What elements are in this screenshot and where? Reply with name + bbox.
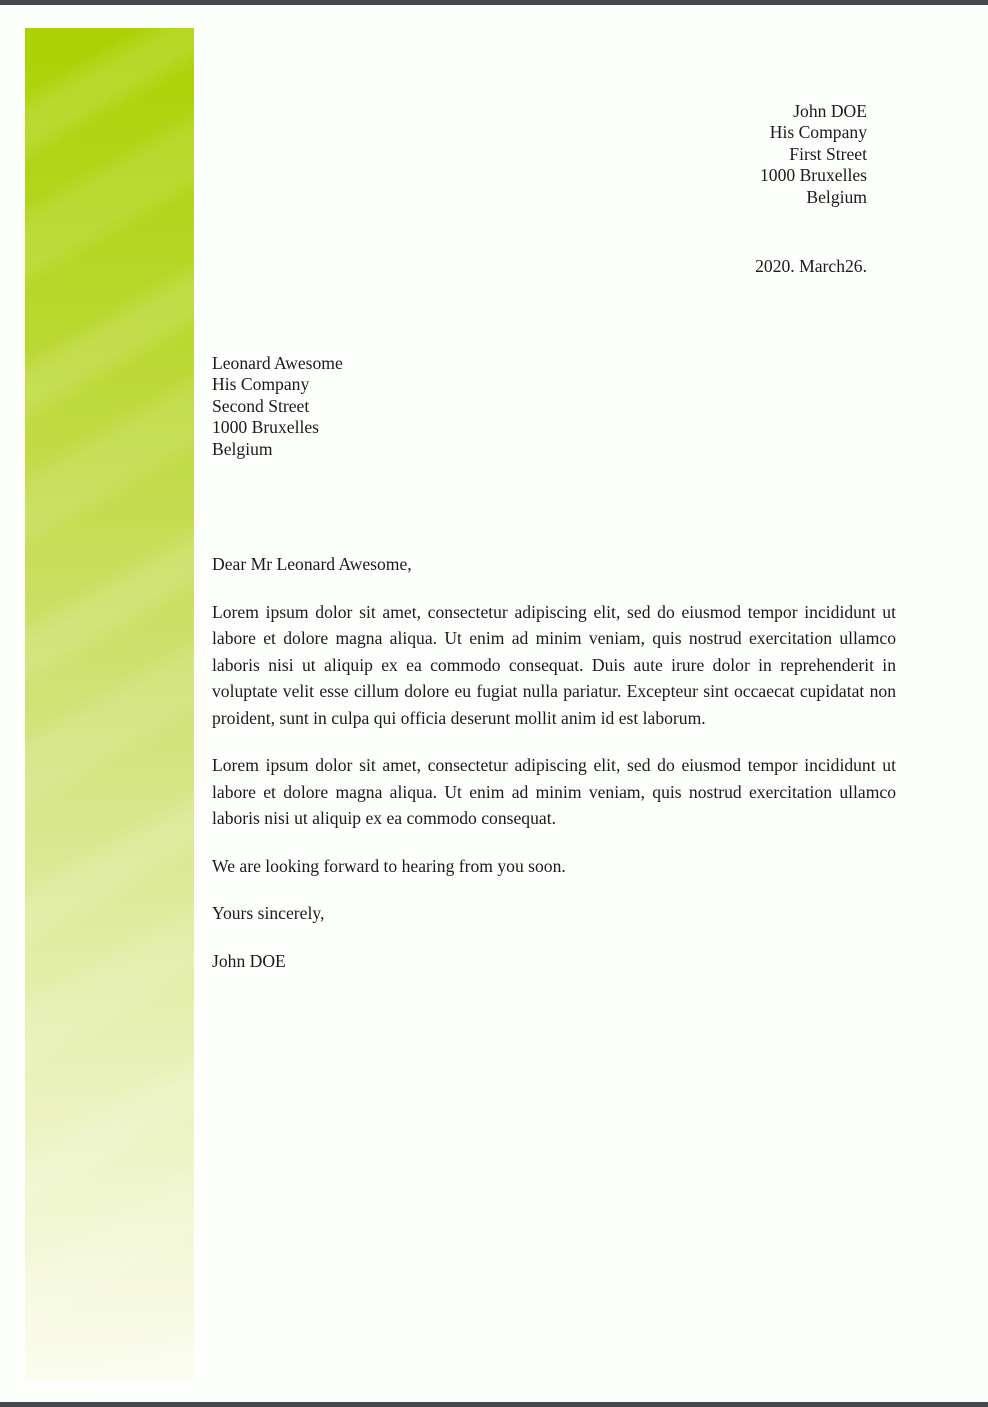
sender-address-block — [760, 101, 867, 208]
sender-country: Belgium — [806, 186, 867, 207]
top-frame-bar — [0, 0, 988, 5]
sender-name: John DOE — [793, 101, 867, 121]
salutation: Dear Mr Leonard Awesome, — [212, 554, 412, 574]
closing-line: We are looking forward to hearing from you soon. — [212, 855, 566, 876]
sender-company: His Company — [769, 122, 867, 143]
sender-street: First Street — [789, 143, 867, 164]
recipient-country: Belgium — [212, 438, 273, 459]
signature-name: John DOE — [212, 950, 286, 971]
sender-city: 1000 Bruxelles — [759, 165, 867, 186]
bottom-frame-bar — [0, 1402, 988, 1407]
date-line: 2020. March26. — [755, 256, 867, 276]
recipient-company: His Company — [212, 374, 310, 395]
body-paragraph-2: Lorem ipsum dolor sit amet, consectetur adipiscing elit, sed do eiusmod tempor incididunt ut labore et dolore magna aliqua. Ut enim ad minim veniam, quis nostrud exercitation ullamco laboris nisi ut aliquip ex ea commodo consequat. — [212, 755, 896, 828]
recipient-city: 1000 Bruxelles — [212, 417, 320, 438]
recipient-address-block — [212, 353, 343, 460]
valediction: Yours sincerely, — [212, 903, 325, 923]
letter-body — [212, 551, 896, 995]
recipient-street: Second Street — [212, 395, 310, 416]
recipient-name: Leonard Awesome — [212, 353, 343, 373]
sidebar-accent-bar — [25, 28, 194, 1380]
body-paragraph-1: Lorem ipsum dolor sit amet, consectetur adipiscing elit, sed do eiusmod tempor incididunt ut labore et dolore magna aliqua. Ut enim ad minim veniam, quis nostrud exercitation ullamco laboris nisi ut aliquip ex ea commodo consequat. Duis aute irure dolor in reprehenderit in voluptate velit esse cillum dolore eu fugiat nulla pariatur. Excepteur sint occaecat cupidatat non proident, sunt in culpa qui officia deserunt mollit anim id est laborum. — [212, 601, 896, 728]
